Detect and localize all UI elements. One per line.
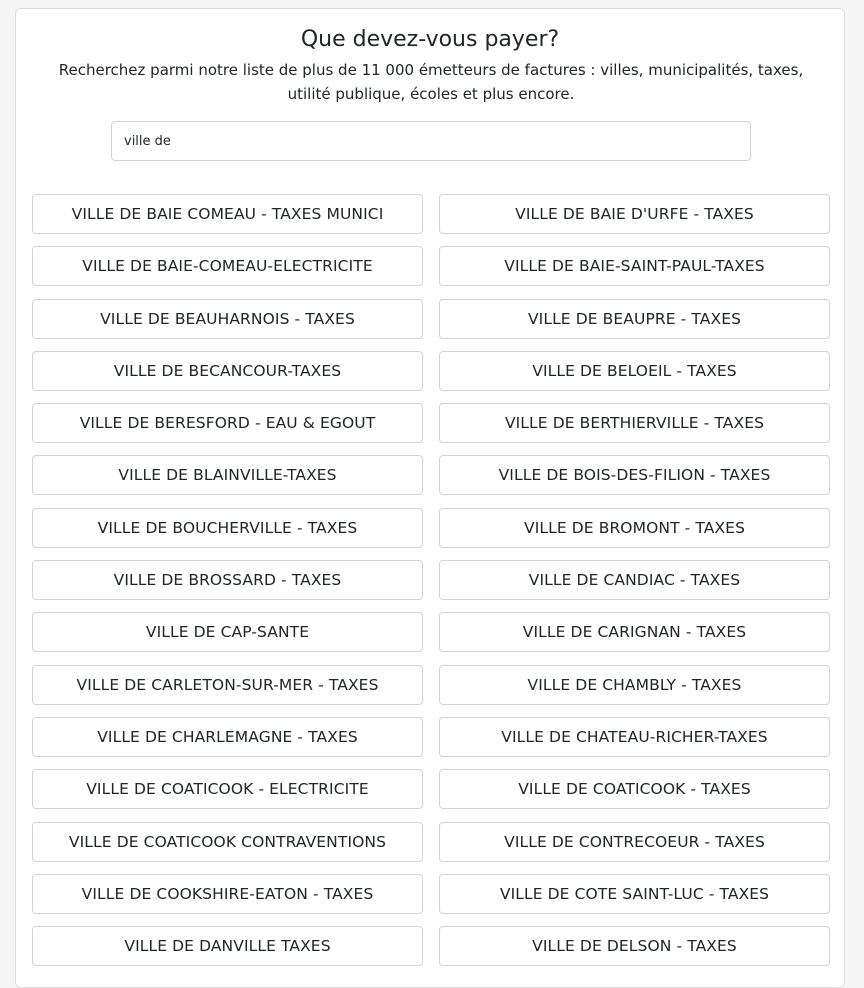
biller-button[interactable]: VILLE DE COOKSHIRE-EATON - TAXES (32, 874, 423, 914)
biller-button[interactable]: VILLE DE COTE SAINT-LUC - TAXES (439, 874, 830, 914)
biller-button[interactable]: VILLE DE DANVILLE TAXES (32, 926, 423, 966)
biller-button[interactable]: VILLE DE BOUCHERVILLE - TAXES (32, 508, 423, 548)
biller-button[interactable]: VILLE DE BLAINVILLE-TAXES (32, 455, 423, 495)
biller-button[interactable]: VILLE DE BAIE D'URFE - TAXES (439, 194, 830, 234)
biller-button[interactable]: VILLE DE COATICOOK CONTRAVENTIONS (32, 822, 423, 862)
biller-button[interactable]: VILLE DE BECANCOUR-TAXES (32, 351, 423, 391)
biller-button[interactable]: VILLE DE COATICOOK - TAXES (439, 769, 830, 809)
biller-button[interactable]: VILLE DE BEAUHARNOIS - TAXES (32, 299, 423, 339)
biller-button[interactable]: VILLE DE BEAUPRE - TAXES (439, 299, 830, 339)
search-input[interactable] (111, 121, 751, 161)
biller-button[interactable]: VILLE DE BAIE-SAINT-PAUL-TAXES (439, 246, 830, 286)
biller-button[interactable]: VILLE DE BROMONT - TAXES (439, 508, 830, 548)
biller-button[interactable]: VILLE DE BERESFORD - EAU & EGOUT (32, 403, 423, 443)
page-title: Que devez-vous payer? (300, 27, 560, 52)
biller-button[interactable]: VILLE DE CONTRECOEUR - TAXES (439, 822, 830, 862)
biller-button[interactable]: VILLE DE DELSON - TAXES (439, 926, 830, 966)
biller-button[interactable]: VILLE DE CARIGNAN - TAXES (439, 612, 830, 652)
biller-button[interactable]: VILLE DE BAIE-COMEAU-ELECTRICITE (32, 246, 423, 286)
biller-button[interactable]: VILLE DE CHATEAU-RICHER-TAXES (439, 717, 830, 757)
biller-button[interactable]: VILLE DE CHARLEMAGNE - TAXES (32, 717, 423, 757)
biller-button[interactable]: VILLE DE BAIE COMEAU - TAXES MUNICI (32, 194, 423, 234)
biller-search-card (15, 8, 845, 988)
biller-button[interactable]: VILLE DE BROSSARD - TAXES (32, 560, 423, 600)
biller-button[interactable]: VILLE DE CANDIAC - TAXES (439, 560, 830, 600)
biller-button[interactable]: VILLE DE BERTHIERVILLE - TAXES (439, 403, 830, 443)
biller-list (32, 194, 830, 966)
biller-button[interactable]: VILLE DE CAP-SANTE (32, 612, 423, 652)
biller-button[interactable]: VILLE DE CARLETON-SUR-MER - TAXES (32, 665, 423, 705)
biller-button[interactable]: VILLE DE BOIS-DES-FILION - TAXES (439, 455, 830, 495)
biller-button[interactable]: VILLE DE COATICOOK - ELECTRICITE (32, 769, 423, 809)
page-subtitle: Recherchez parmi notre liste de plus de 11 000 émetteurs de factures : villes, municipalités, taxes, utilité publique, écoles et plus encore. (58, 61, 804, 103)
biller-button[interactable]: VILLE DE CHAMBLY - TAXES (439, 665, 830, 705)
biller-button[interactable]: VILLE DE BELOEIL - TAXES (439, 351, 830, 391)
